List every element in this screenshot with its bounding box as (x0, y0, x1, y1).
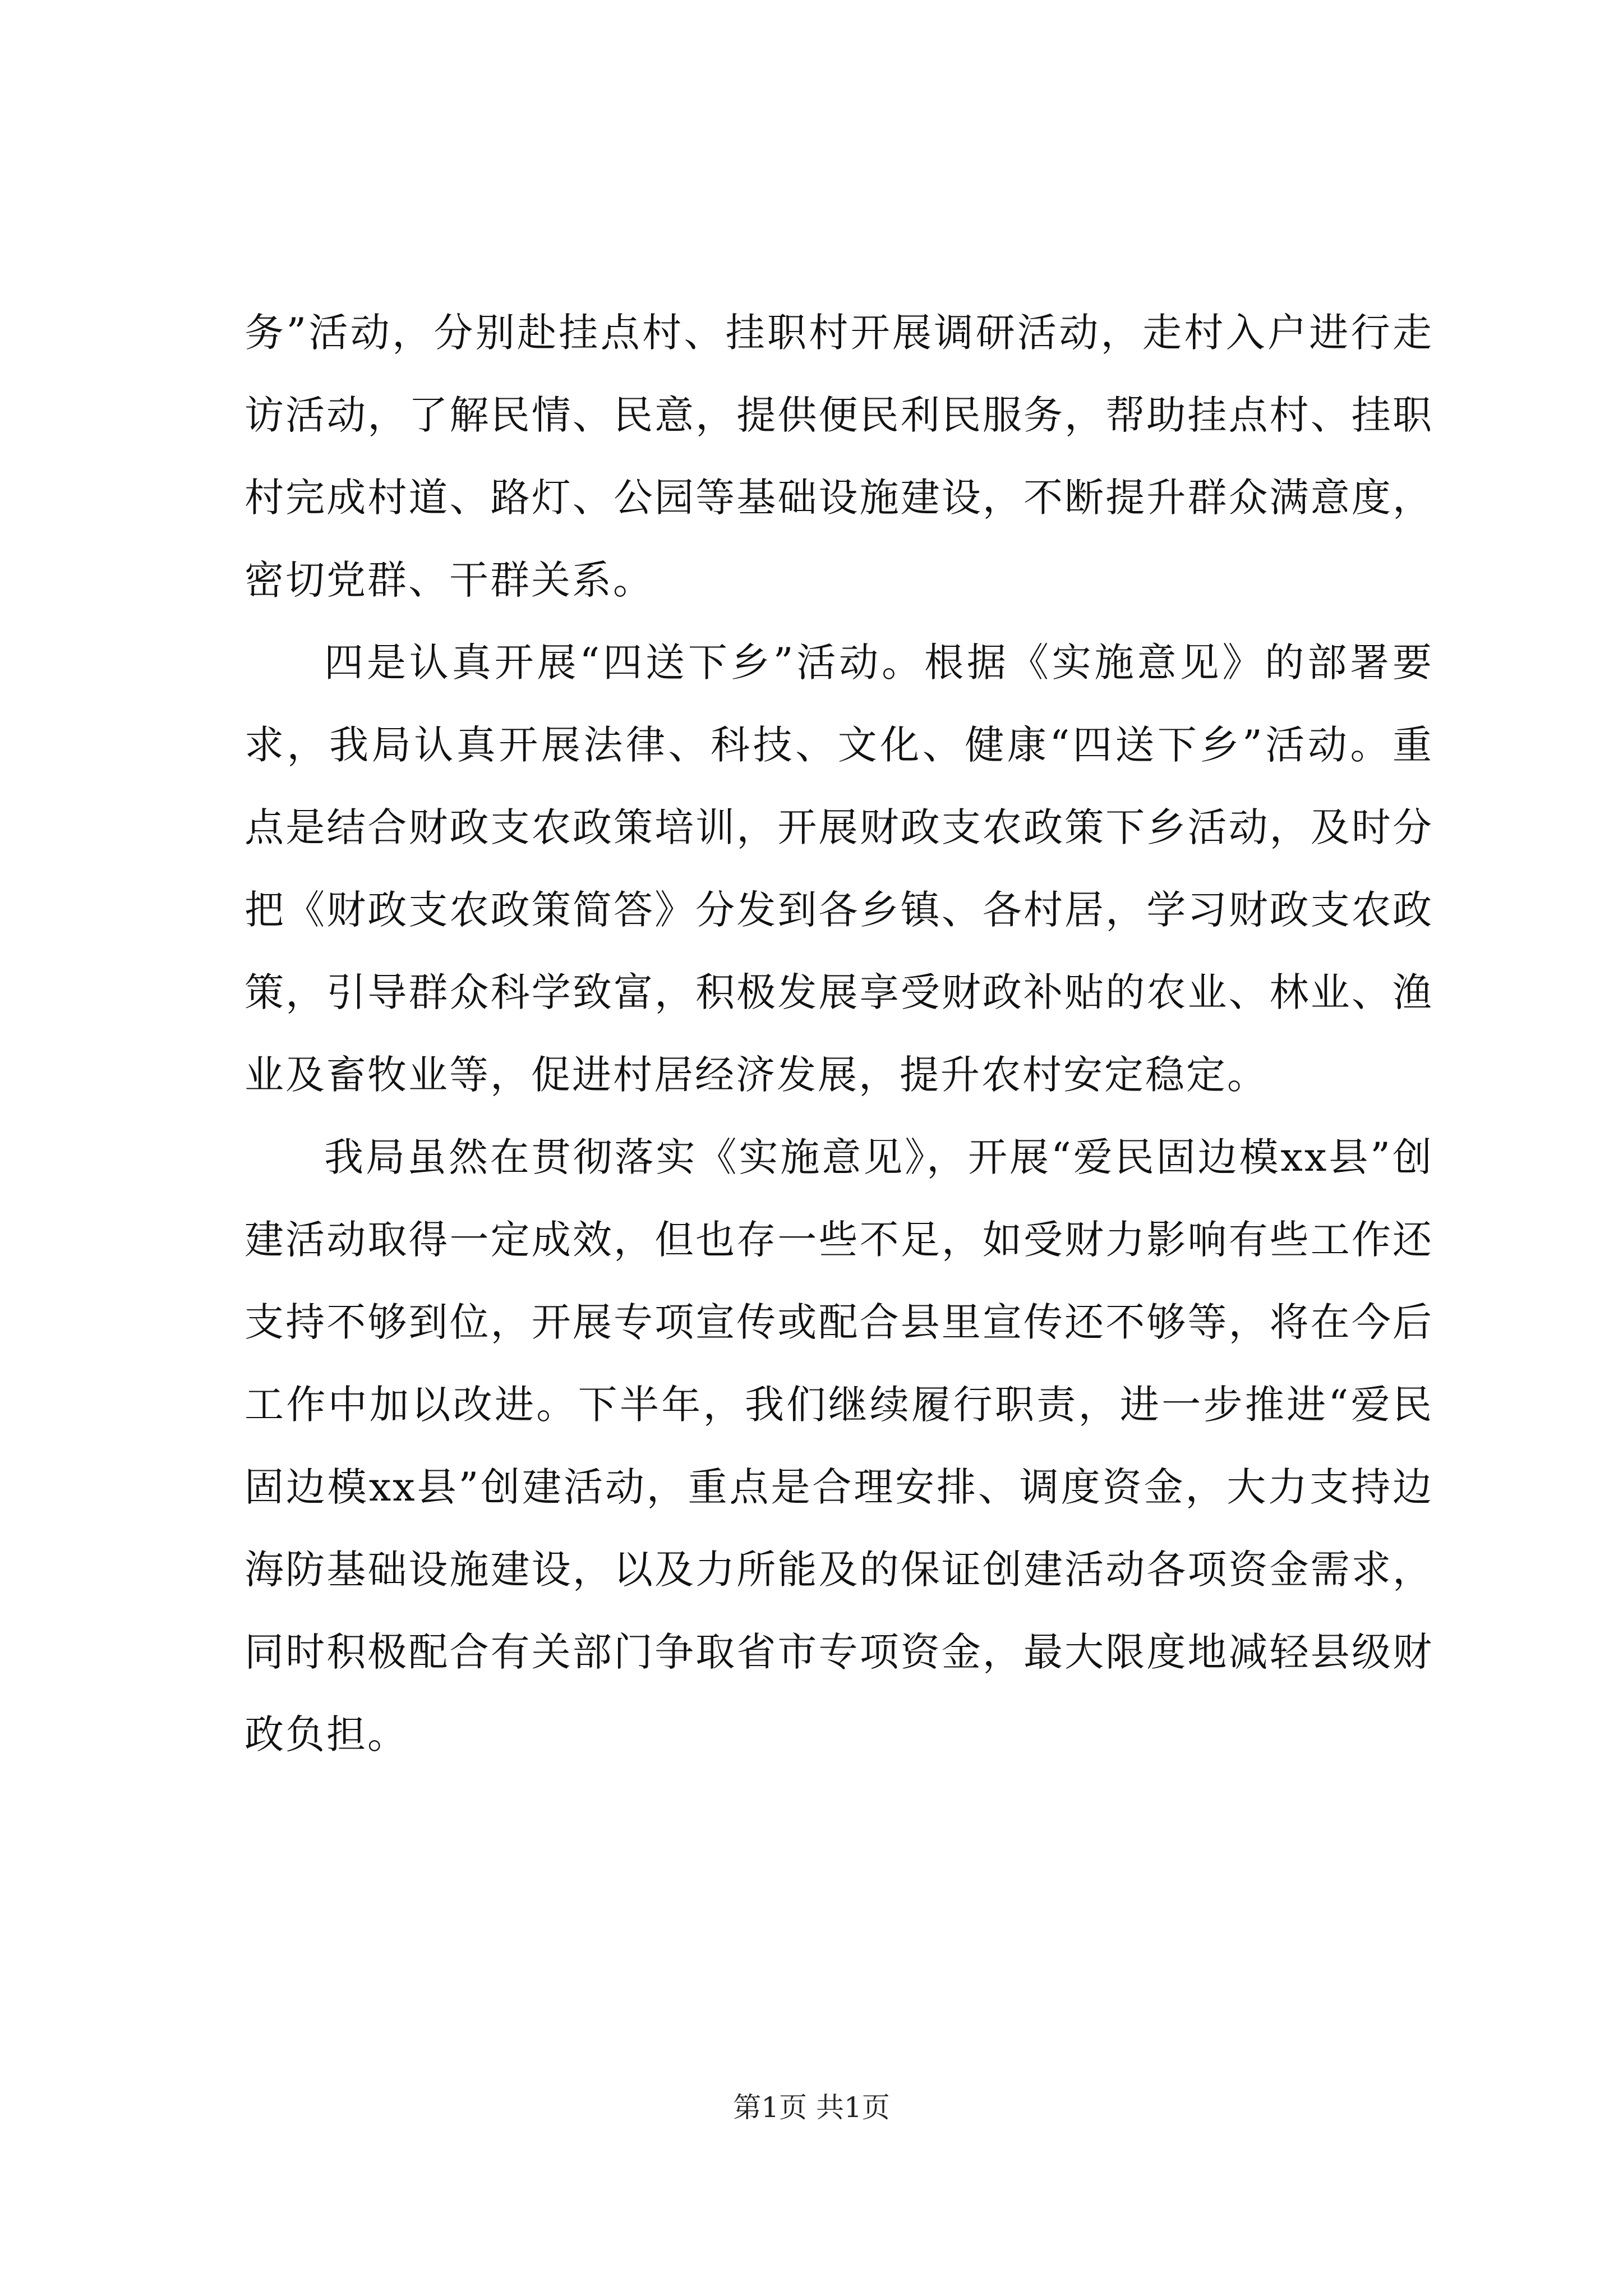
paragraph-continuation: 务”活动，分别赴挂点村、挂职村开展调研活动，走村入户进行走访活动，了解民情、民意，提供便民利民服务，帮助挂点村、挂职村完成村道、路灯、公园等基础设施建设，不断提升群众满意度，密切党群、干群关系。 (245, 310, 1433, 603)
paragraph-four-visits: 四是认真开展“四送下乡”活动。根据《实施意见》的部署要求，我局认真开展法律、科技、文化、健康“四送下乡”活动。重点是结合财政支农政策培训，开展财政支农政策下乡活动，及时分把《财政支农政策简答》分发到各乡镇、各村居，学习财政支农政策，引导群众科学致富，积极发展享受财政补贴的农业、林业、渔业及畜牧业等，促进村居经济发展，提升农村安定稳定。 (245, 639, 1433, 1098)
paragraph-summary: 我局虽然在贯彻落实《实施意见》，开展“爱民固边模xx县”创建活动取得一定成效，但也存一些不足，如受财力影响有些工作还支持不够到位，开展专项宣传或配合县里宣传还不够等，将在今后工作中加以改进。下半年，我们继续履行职责，进一步推进“爱民固边模xx县”创建活动，重点是合理安排、调度资金，大力支持边海防基础设施建设，以及力所能及的保证创建活动各项资金需求，同时积极配合有关部门争取省市专项资金，最大限度地减轻县级财政负担。 (245, 1134, 1433, 1757)
page-footer: 第1页 共1页 (733, 2091, 890, 2124)
document-body (245, 292, 1433, 1776)
